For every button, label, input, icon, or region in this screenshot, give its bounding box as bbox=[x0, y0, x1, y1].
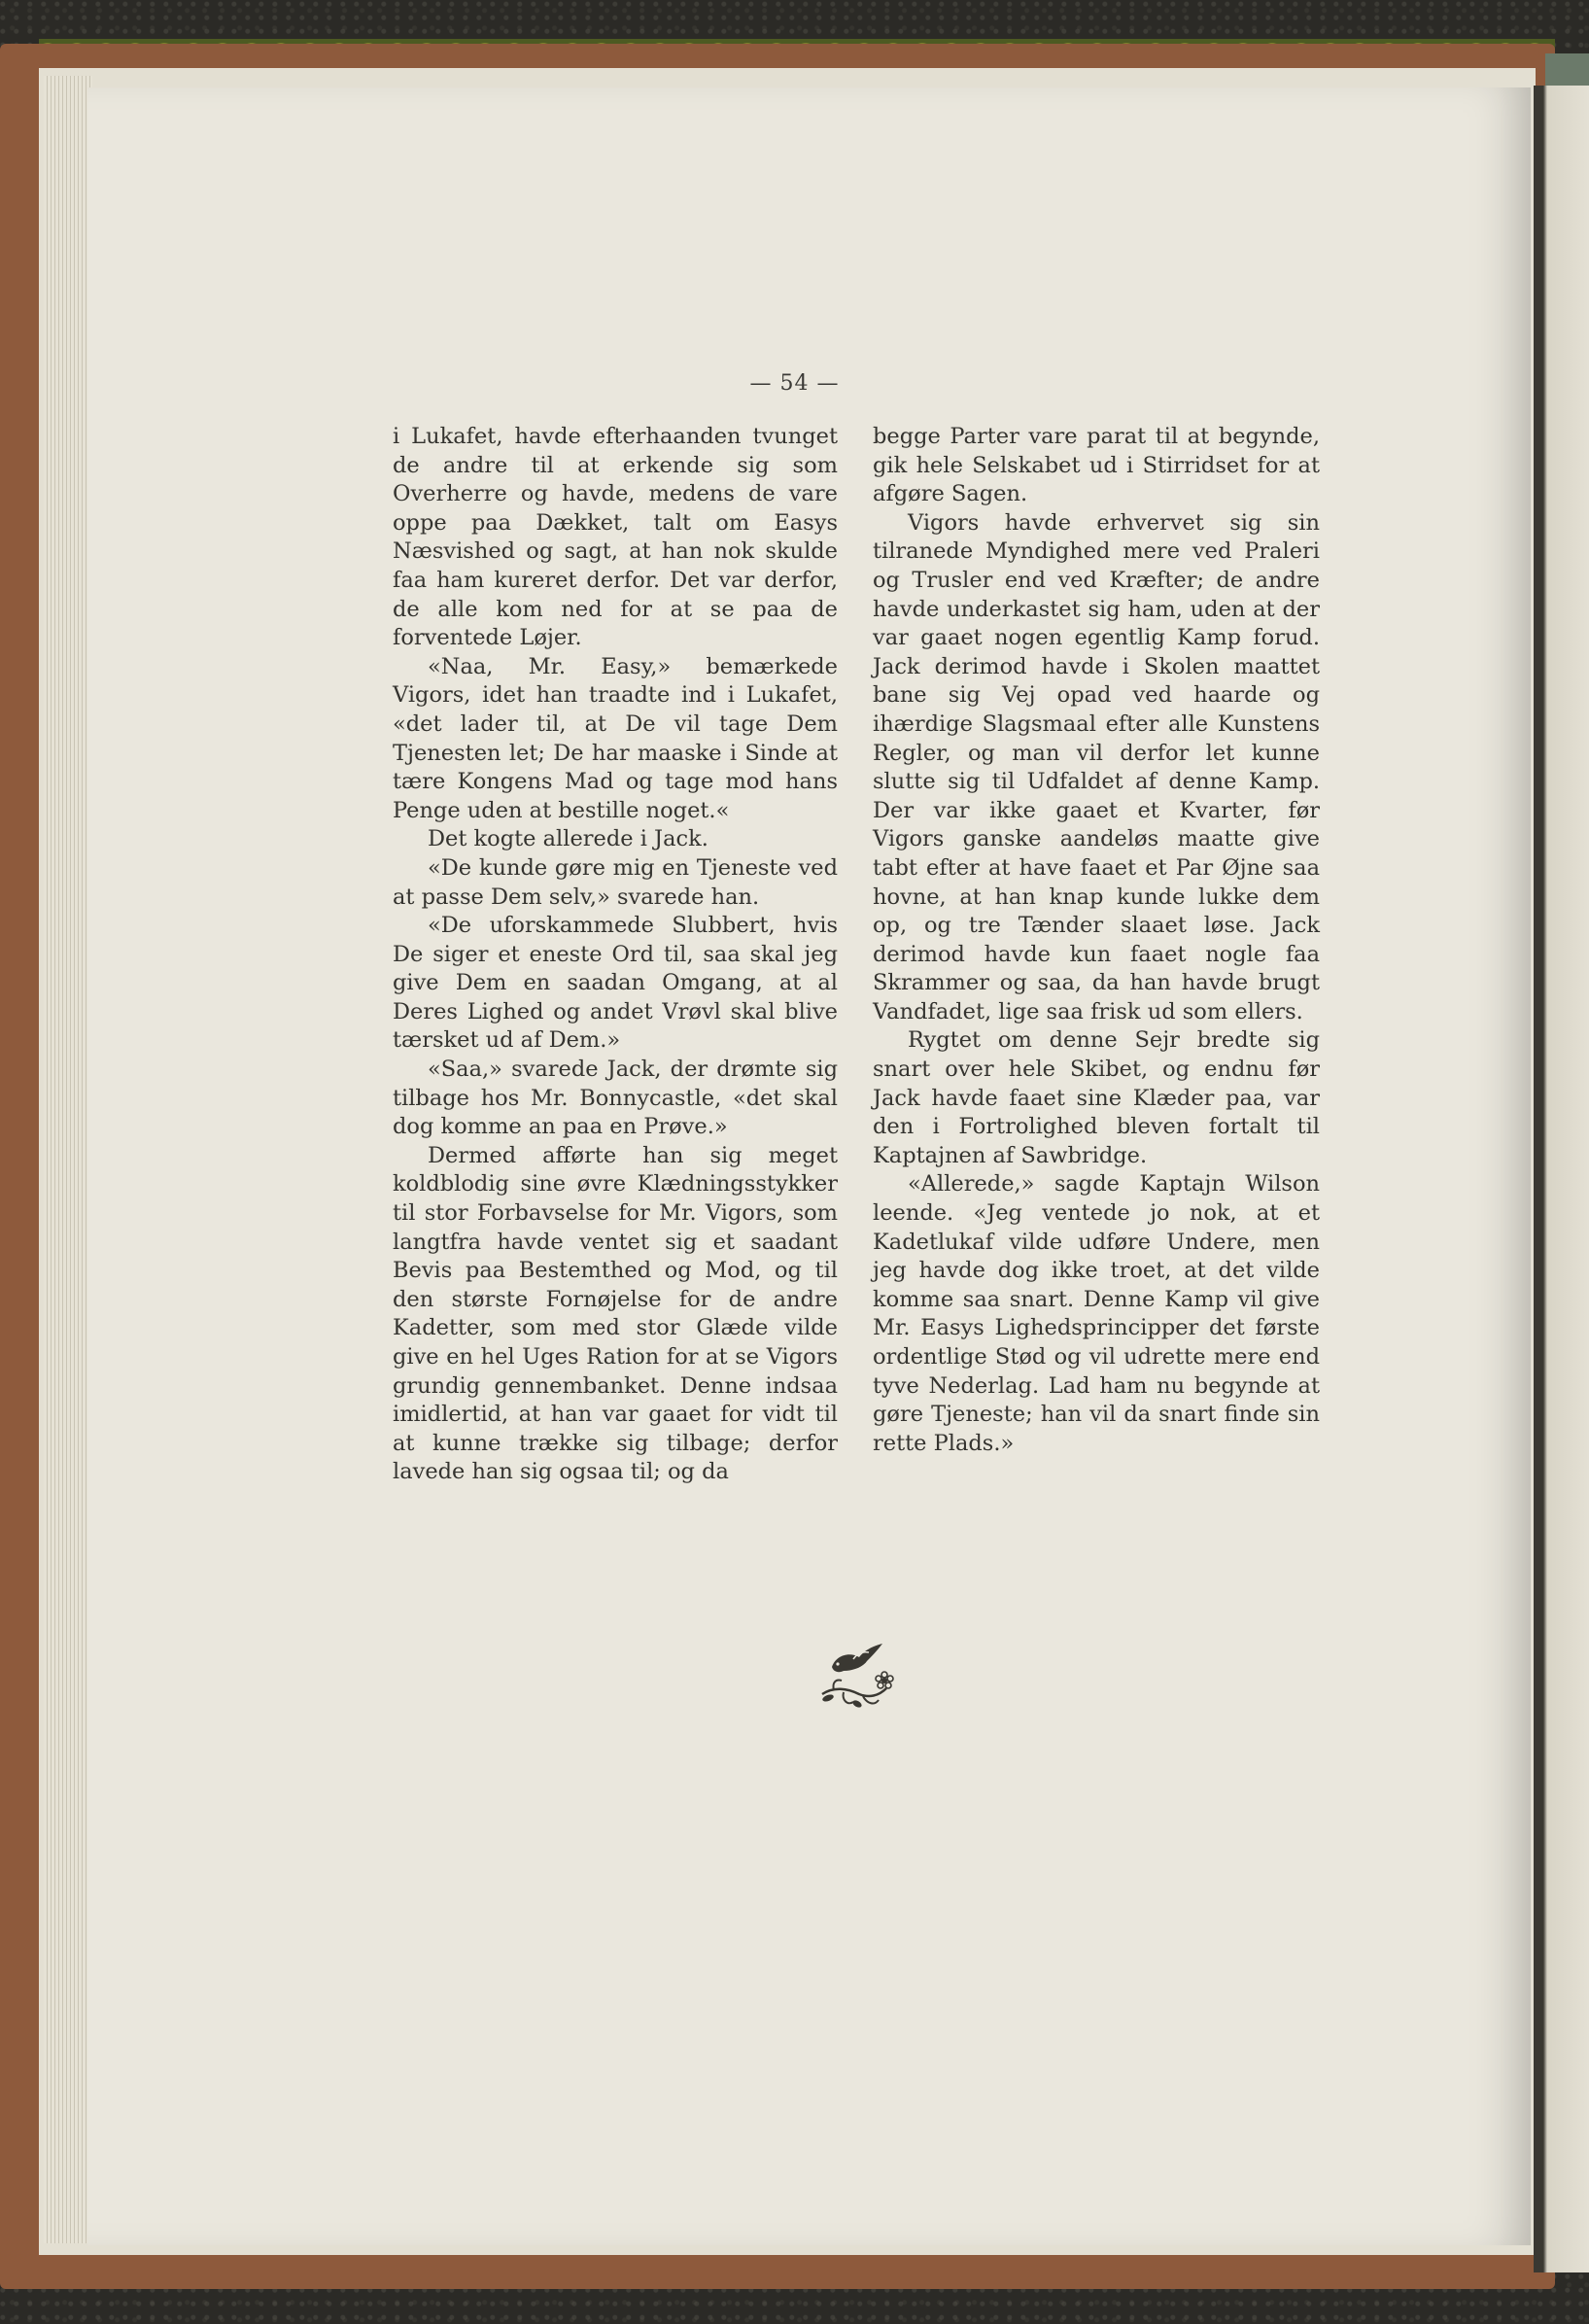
paragraph: «De uforskammede Slubbert, hvis De siger et eneste Ord til, saa skal jeg give Dem en saadan Omgang, at al Deres Lighed og andet Vrøvl skal blive tærsket ud af Dem.» bbox=[393, 913, 838, 1054]
text-column-right bbox=[873, 423, 1320, 1458]
text-column-left bbox=[393, 423, 838, 1487]
paragraph: Rygtet om denne Sejr bredte sig snart over hele Skibet, og endnu før Jack havde faaet sine Klæder paa, var den i Fortrolighed bleven fortalt til Kaptajnen af Sawbridge. bbox=[873, 1027, 1320, 1168]
paragraph: Det kogte allerede i Jack. bbox=[428, 826, 708, 852]
paragraph: «Naa, Mr. Easy,» bemærkede Vigors, idet han traadte ind i Lukafet, «det lader til, at De vil tage Dem Tjenesten let; De har maaske i Sinde at tære Kongens Mad og tage mod hans Penge uden at bestille noget.« bbox=[393, 653, 838, 823]
paragraph: Dermed afførte han sig meget koldblodig sine øvre Klædningsstykker til stor Forbavselse for Mr. Vigors, som langtfra havde ventet sig et saadant Bevis paa Bestemthed og Mod, og til den største Fornøjelse for de andre Kadetter, som med stor Glæde vilde give en hel Uges Ration for at se Vigors grundig gennembanket. Denne indsaa imidlertid, at han var gaaet for vidt til at kunne trække sig tilbage; derfor lavede han sig ogsaa til; og da bbox=[393, 1142, 838, 1485]
paragraph: «Allerede,» sagde Kaptajn Wilson leende. «Jeg ventede jo nok, at et Kadetlukaf vilde udføre Undere, men jeg havde dog ikke troet, at det vilde komme saa snart. Denne Kamp vil give Mr. Easys Lighedsprincipper det første ordentlige Stød og vil udrette mere end tyve Nederlag. Lad ham nu begynde at gøre Tjeneste; han vil da snart finde sin rette Plads.» bbox=[873, 1171, 1320, 1456]
paragraph: «De kunde gøre mig en Tjeneste ved at passe Dem selv,» svarede han. bbox=[393, 854, 838, 910]
paragraph: Vigors havde erhvervet sig sin tilranede Myndighed mere ved Praleri og Trusler end ved Kræfter; de andre havde underkastet sig ham, uden at der var gaaet nogen egentlig Kamp forud. Jack derimod havde i Skolen maattet bane sig Vej opad ved haarde og ihærdige Slagsmaal efter alle Kunstens Regler, og man vil derfor let kunne slutte sig til Udfaldet af denne Kamp. Der var ikke gaaet et Kvarter, før Vigors ganske aandeløs maatte give tabt efter at have faaet et Par Øjne saa hovne, at han knap kunde lukke dem op, og tre Tænder slaaet løse. Jack derimod havde kun faaet nogle faa Skrammer og saa, da han havde brugt Vandfadet, lige saa frisk ud som ellers. bbox=[873, 509, 1320, 1024]
paragraph: i Lukafet, havde efterhaanden tvunget de andre til at erkende sig som Overherre og havde, medens de vare oppe paa Dækket, talt om Easys Næsvished og sagt, at han nok skulde faa ham kureret derfor. Det var derfor, de alle kom ned for at se paa de forventede Løjer. bbox=[393, 424, 838, 651]
facing-page-edge bbox=[1534, 86, 1589, 2272]
bird-and-flower-vignette-icon bbox=[814, 1638, 902, 1716]
paragraph: begge Parter vare parat til at begynde, gik hele Selskabet ud i Stirridset for at afgøre Sagen. bbox=[873, 424, 1320, 507]
page-number: — 54 — bbox=[749, 371, 840, 396]
paragraph: «Saa,» svarede Jack, der drømte sig tilbage hos Mr. Bonnycastle, «det skal dog komme an paa en Prøve.» bbox=[393, 1057, 838, 1140]
page-edges bbox=[44, 76, 92, 2243]
